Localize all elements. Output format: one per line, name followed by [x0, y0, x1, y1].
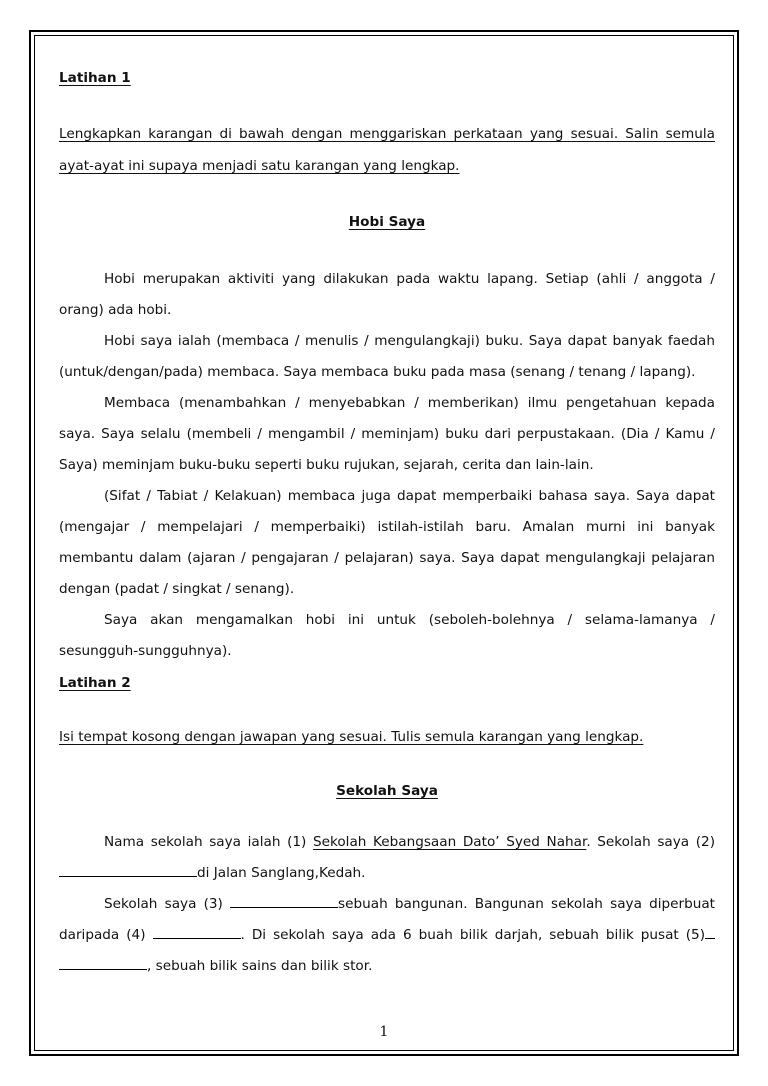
blank-5-start: [705, 924, 715, 939]
latihan1-paragraph-4: (Sifat / Tabiat / Kelakuan) membaca juga dapat memperbaiki bahasa saya. Saya dapat (mengajar / mempelajari / memperbaiki) istilah-istilah baru. Amalan murni ini banyak membantu dalam (ajaran / pengajaran / pelajaran) saya. Saya dapat mengulangkaji pelajaran dengan (padat / singkat / senang).: [59, 488, 715, 597]
latihan2-paragraph-2: [59, 889, 715, 982]
latihan2-instruction: Isi tempat kosong dengan jawapan yang sesuai. Tulis semula karangan yang lengkap.: [59, 729, 644, 745]
latihan2-title: Sekolah Saya: [336, 783, 438, 799]
latihan2-p1-text-c: di Jalan Sanglang,Kedah.: [197, 865, 366, 881]
latihan2-heading: Latihan 2: [59, 675, 131, 691]
latihan1-instruction: Lengkapkan karangan di bawah dengan menggariskan perkataan yang sesuai. Salin semula ayat-ayat ini supaya menjadi satu karangan yang lengkap.: [59, 126, 715, 174]
latihan2-title-wrap: [59, 775, 715, 807]
latihan1-paragraph-2: Hobi saya ialah (membaca / menulis / mengulangkaji) buku. Saya dapat banyak faedah (untuk/dengan/pada) membaca. Saya membaca buku pada masa (senang / tenang / lapang).: [59, 333, 715, 380]
blank-4: [153, 924, 241, 939]
blank-2: [59, 862, 197, 877]
latihan2-p2-text-a: Sekolah saya (3): [104, 896, 231, 912]
latihan2-instruction-wrap: [59, 721, 715, 753]
latihan2-p2-text-c: . Di sekolah saya ada 6 buah bilik darjah, sebuah bilik pusat (5): [240, 927, 705, 943]
latihan2-paragraph-1: [59, 827, 715, 889]
latihan2-p2-text-b: sebuah bangunan. Bangunan sekolah saya diperbuat daripada (4): [59, 896, 715, 943]
worksheet-content: [59, 62, 715, 982]
blank-3: [230, 893, 338, 908]
page-number: 1: [379, 1024, 389, 1040]
latihan2-p2-text-d: , sebuah bilik sains dan bilik stor.: [147, 958, 373, 974]
latihan2-p1-text-a: Nama sekolah saya ialah (1): [104, 834, 313, 850]
latihan1-heading: Latihan 1: [59, 70, 131, 86]
latihan1-paragraph-3: Membaca (menambahkan / menyebabkan / memberikan) ilmu pengetahuan kepada saya. Saya selalu (membeli / mengambil / meminjam) buku dari perpustakaan. (Dia / Kamu / Saya) meminjam buku-buku seperti buku rujukan, sejarah, cerita dan lain-lain.: [59, 395, 715, 473]
latihan1-paragraph-5: Saya akan mengamalkan hobi ini untuk (seboleh-bolehnya / selama-lamanya / sesungguh-sungguhnya).: [59, 612, 715, 659]
latihan2-p1-text-b: . Sekolah saya (2): [586, 834, 715, 850]
latihan1-paragraph-1: Hobi merupakan aktiviti yang dilakukan pada waktu lapang. Setiap (ahli / anggota / orang) ada hobi.: [59, 271, 715, 318]
blank-5: [59, 955, 147, 970]
latihan1-title-wrap: [59, 206, 715, 238]
latihan1-title: Hobi Saya: [348, 214, 426, 230]
latihan2-answer-1: Sekolah Kebangsaan Dato’ Syed Nahar: [312, 834, 587, 850]
